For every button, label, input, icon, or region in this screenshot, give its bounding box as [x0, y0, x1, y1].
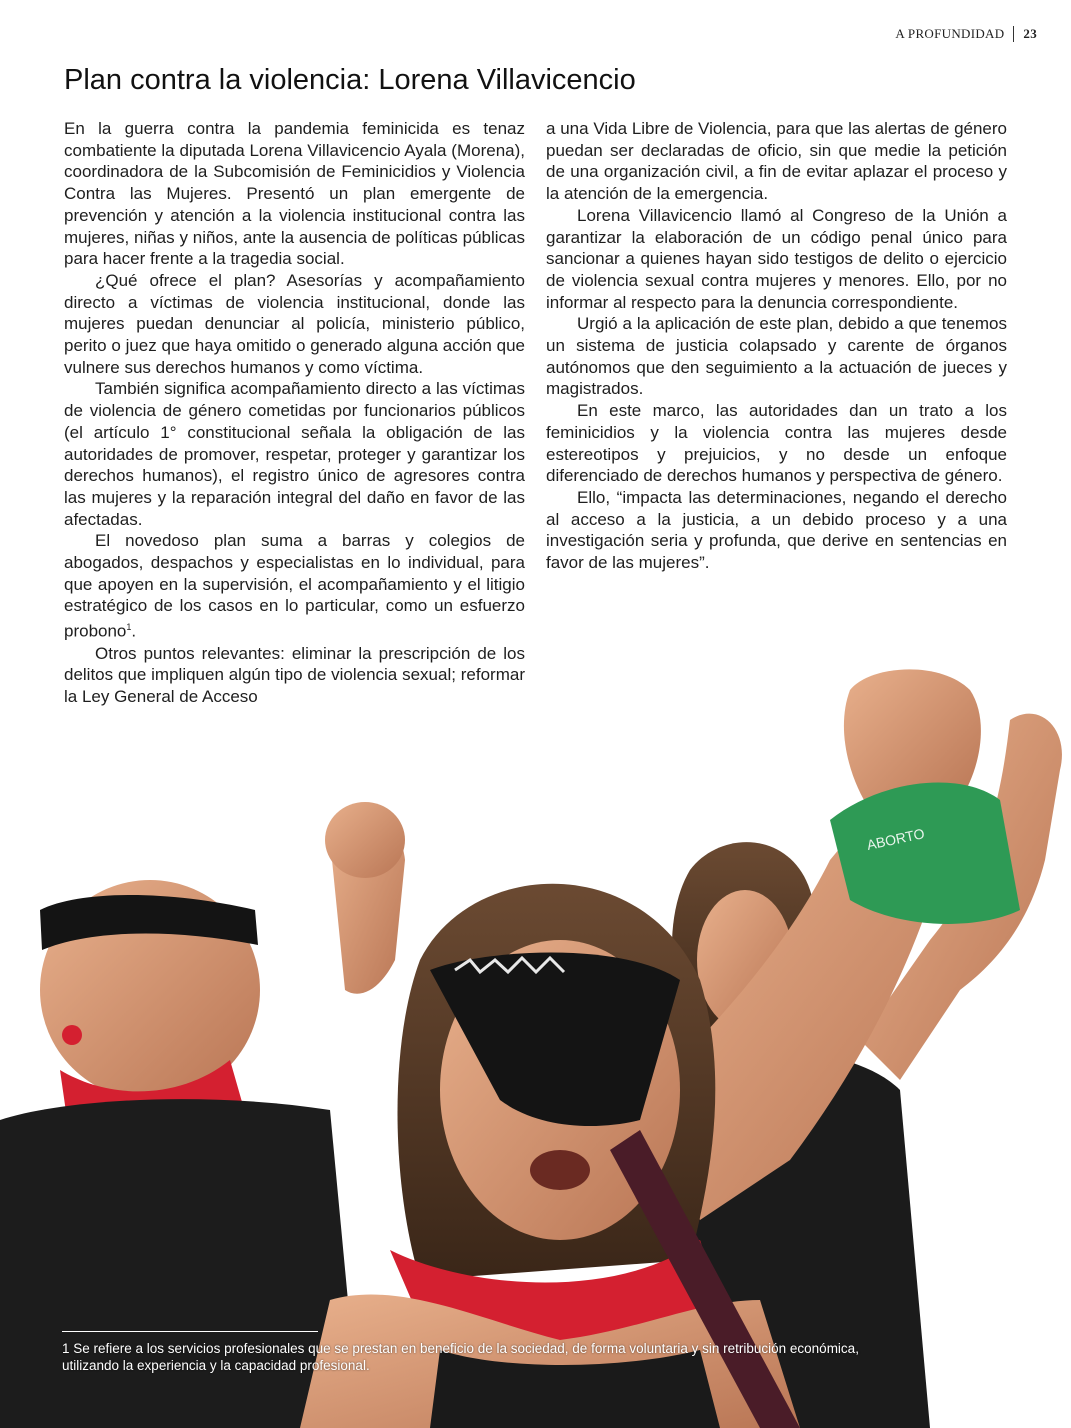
- protest-illustration: [0, 660, 1071, 1428]
- right-column: [546, 118, 1007, 708]
- protest-photo: [0, 660, 1071, 1428]
- header-divider: [1013, 26, 1014, 42]
- running-head: [895, 26, 1037, 42]
- paragraph: En este marco, las autoridades dan un trato a los feminicidios y la violencia contra las mujeres desde estereotipos y prejuicios, y no desde un enfoque diferenciado de derechos humanos y perspectiva de género.: [546, 401, 1007, 486]
- paragraph: En la guerra contra la pandemia feminicida es tenaz combatiente la diputada Lorena Villavicencio Ayala (Morena), coordinadora de la Subcomisión de Feminicidios y Violencia Contra las Mujeres. Presentó un plan emergente de prevención y atención a la violencia institucional contra las mujeres, niñas y niños, ante la ausencia de políticas públicas para hacer frente a la tragedia social.: [64, 119, 525, 269]
- paragraph: Lorena Villavicencio llamó al Congreso de la Unión a garantizar la elaboración de un código penal único para sancionar a quienes hayan sido testigos de delito o ejercicio de violencia sexual contra mujeres y menores. Ello, por no informar al respecto para la denuncia correspondiente.: [546, 205, 1007, 312]
- bandana-text: ABORTO: [865, 825, 926, 853]
- section-name: A PROFUNDIDAD: [895, 26, 1005, 41]
- page-number: 23: [1023, 26, 1037, 41]
- paragraph: Ello, “impacta las determinaciones, negando el derecho al acceso a la justicia, a un debido proceso y a una investigación seria y profunda, que derive en sentencias en favor de las mujeres”.: [546, 487, 1007, 573]
- paragraph: También significa acompañamiento directo a las víctimas de violencia de género cometidas por funcionarios públicos (el artículo 1° constitucional señala la obligación de las autoridades de promover, respetar, proteger y garantizar los derechos humanos), el registro único de agresores contra las mujeres y la reparación integral del daño en favor de las afectadas.: [64, 379, 525, 529]
- paragraph: El novedoso plan suma a barras y colegios de abogados, despachos y especialistas en lo individual, para que apoyen en la supervisión, el acompañamiento y el litigio estratégico de los casos en lo particular, como un esfuerzo probono$^1$.: [64, 531, 525, 641]
- footnote-rule: [62, 1331, 318, 1332]
- article-title: Plan contra la violencia: Lorena Villavicencio: [64, 64, 636, 96]
- footnote: [62, 1331, 862, 1374]
- paragraph: ¿Qué ofrece el plan? Asesorías y acompañamiento directo a víctimas de violencia institucional, donde las mujeres puedan denunciar al policía, ministerio público, perito o juez que haya omitido o generado alguna acción que vulnere sus derechos humanos y como víctima.: [64, 270, 525, 377]
- footnote-text: 1 Se refiere a los servicios profesionales que se prestan en beneficio de la sociedad, de forma voluntaria y sin retribución económica, utilizando la experiencia y la capacidad profesional.: [62, 1341, 859, 1373]
- paragraph: Otros puntos relevantes: eliminar la prescripción de los delitos que impliquen algún tipo de violencia sexual; reformar la Ley General de Acceso: [64, 643, 525, 706]
- paragraph: a una Vida Libre de Violencia, para que las alertas de género puedan ser declaradas de oficio, sin que medie la petición de una organización civil, a fin de evitar aplazar el proceso y la atención de la emergencia.: [546, 119, 1007, 204]
- left-column: [64, 118, 525, 708]
- paragraph-text: El novedoso plan suma a barras y colegios de abogados, despachos y especialistas en lo individual, para que apoyen en la supervisión, el acompañamiento y el litigio estratégico de los casos en lo particular, como un esfuerzo probono: [64, 531, 525, 641]
- article-body: [64, 118, 1007, 708]
- footnote-reference: 1: [126, 622, 132, 633]
- paragraph: Urgió a la aplicación de este plan, debido a que tenemos un sistema de justicia colapsado y carente de órganos autónomos que den seguimiento a la actuación de jueces y magistrados.: [546, 314, 1007, 399]
